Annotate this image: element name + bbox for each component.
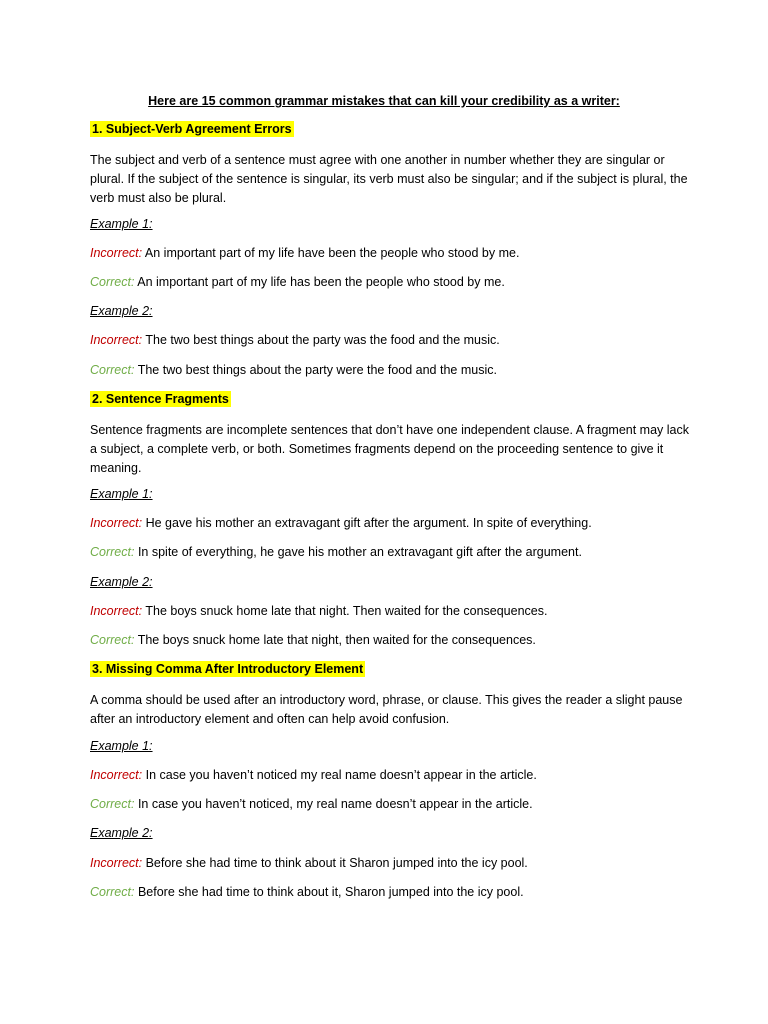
example-label — [90, 739, 153, 753]
incorrect-text: He gave his mother an extravagant gift after the argument. In spite of everything. — [145, 516, 592, 530]
correct-line — [90, 545, 582, 559]
section-title — [90, 122, 294, 136]
correct-text: Before she had time to think about it, Sharon jumped into the icy pool. — [137, 885, 524, 899]
section-title-highlight: 3. Missing Comma After Introductory Element — [92, 662, 364, 676]
example-label — [90, 826, 153, 840]
section-title — [90, 392, 231, 406]
section-body: Sentence fragments are incomplete sentences that don’t have one independent clause. A fragment may lack a subject, a complete verb, or both. Sometimes fragments depend on the proceeding sentence to give it meaning. — [90, 423, 689, 475]
incorrect-text: The boys snuck home late that night. Then waited for the consequences. — [145, 604, 548, 618]
incorrect-line — [90, 856, 528, 870]
example-label — [90, 217, 153, 231]
incorrect-label: Incorrect: — [90, 516, 143, 530]
correct-text: In case you haven’t noticed, my real name doesn’t appear in the article. — [137, 797, 533, 811]
correct-label: Correct: — [90, 633, 135, 647]
incorrect-label: Incorrect: — [90, 768, 143, 782]
correct-line — [90, 885, 524, 899]
incorrect-text: In case you haven’t noticed my real name doesn’t appear in the article. — [145, 768, 537, 782]
correct-line — [90, 633, 536, 647]
correct-label: Correct: — [90, 363, 135, 377]
example-label — [90, 575, 153, 589]
section-title-highlight: 1. Subject-Verb Agreement Errors — [92, 122, 292, 136]
correct-line — [90, 797, 533, 811]
example-label-text: Example 1: — [90, 487, 153, 501]
incorrect-line — [90, 246, 519, 260]
correct-text: The two best things about the party were the food and the music. — [137, 363, 497, 377]
incorrect-label: Incorrect: — [90, 604, 143, 618]
incorrect-label: Incorrect: — [90, 333, 143, 347]
example-label-text: Example 1: — [90, 217, 153, 231]
correct-line — [90, 363, 497, 377]
incorrect-line — [90, 516, 592, 530]
document-heading: Here are 15 common grammar mistakes that can kill your credibility as a writer: — [148, 94, 620, 108]
incorrect-label: Incorrect: — [90, 246, 143, 260]
correct-line — [90, 275, 505, 289]
section-title — [90, 662, 365, 676]
section-body: The subject and verb of a sentence must agree with one another in number whether they are singular or plural. If the subject of the sentence is singular, its verb must also be singular; and if the subject is plural, the verb must also be plural. — [90, 153, 688, 205]
example-label — [90, 487, 153, 501]
correct-label: Correct: — [90, 797, 135, 811]
correct-text: The boys snuck home late that night, then waited for the consequences. — [137, 633, 536, 647]
example-label-text: Example 1: — [90, 739, 153, 753]
correct-text: In spite of everything, he gave his mother an extravagant gift after the argument. — [137, 545, 582, 559]
incorrect-text: The two best things about the party was the food and the music. — [145, 333, 500, 347]
incorrect-line — [90, 768, 537, 782]
section-body: A comma should be used after an introductory word, phrase, or clause. This gives the reader a slight pause after an introductory element and often can help avoid confusion. — [90, 693, 683, 726]
section-title-highlight: 2. Sentence Fragments — [92, 392, 229, 406]
correct-text: An important part of my life has been the people who stood by me. — [137, 275, 505, 289]
correct-label: Correct: — [90, 545, 135, 559]
incorrect-label: Incorrect: — [90, 856, 143, 870]
incorrect-text: Before she had time to think about it Sharon jumped into the icy pool. — [145, 856, 528, 870]
example-label-text: Example 2: — [90, 826, 153, 840]
incorrect-line — [90, 604, 547, 618]
correct-label: Correct: — [90, 275, 135, 289]
incorrect-line — [90, 333, 500, 347]
example-label-text: Example 2: — [90, 575, 153, 589]
incorrect-text: An important part of my life have been the people who stood by me. — [144, 246, 520, 260]
correct-label: Correct: — [90, 885, 135, 899]
example-label — [90, 304, 153, 318]
example-label-text: Example 2: — [90, 304, 153, 318]
